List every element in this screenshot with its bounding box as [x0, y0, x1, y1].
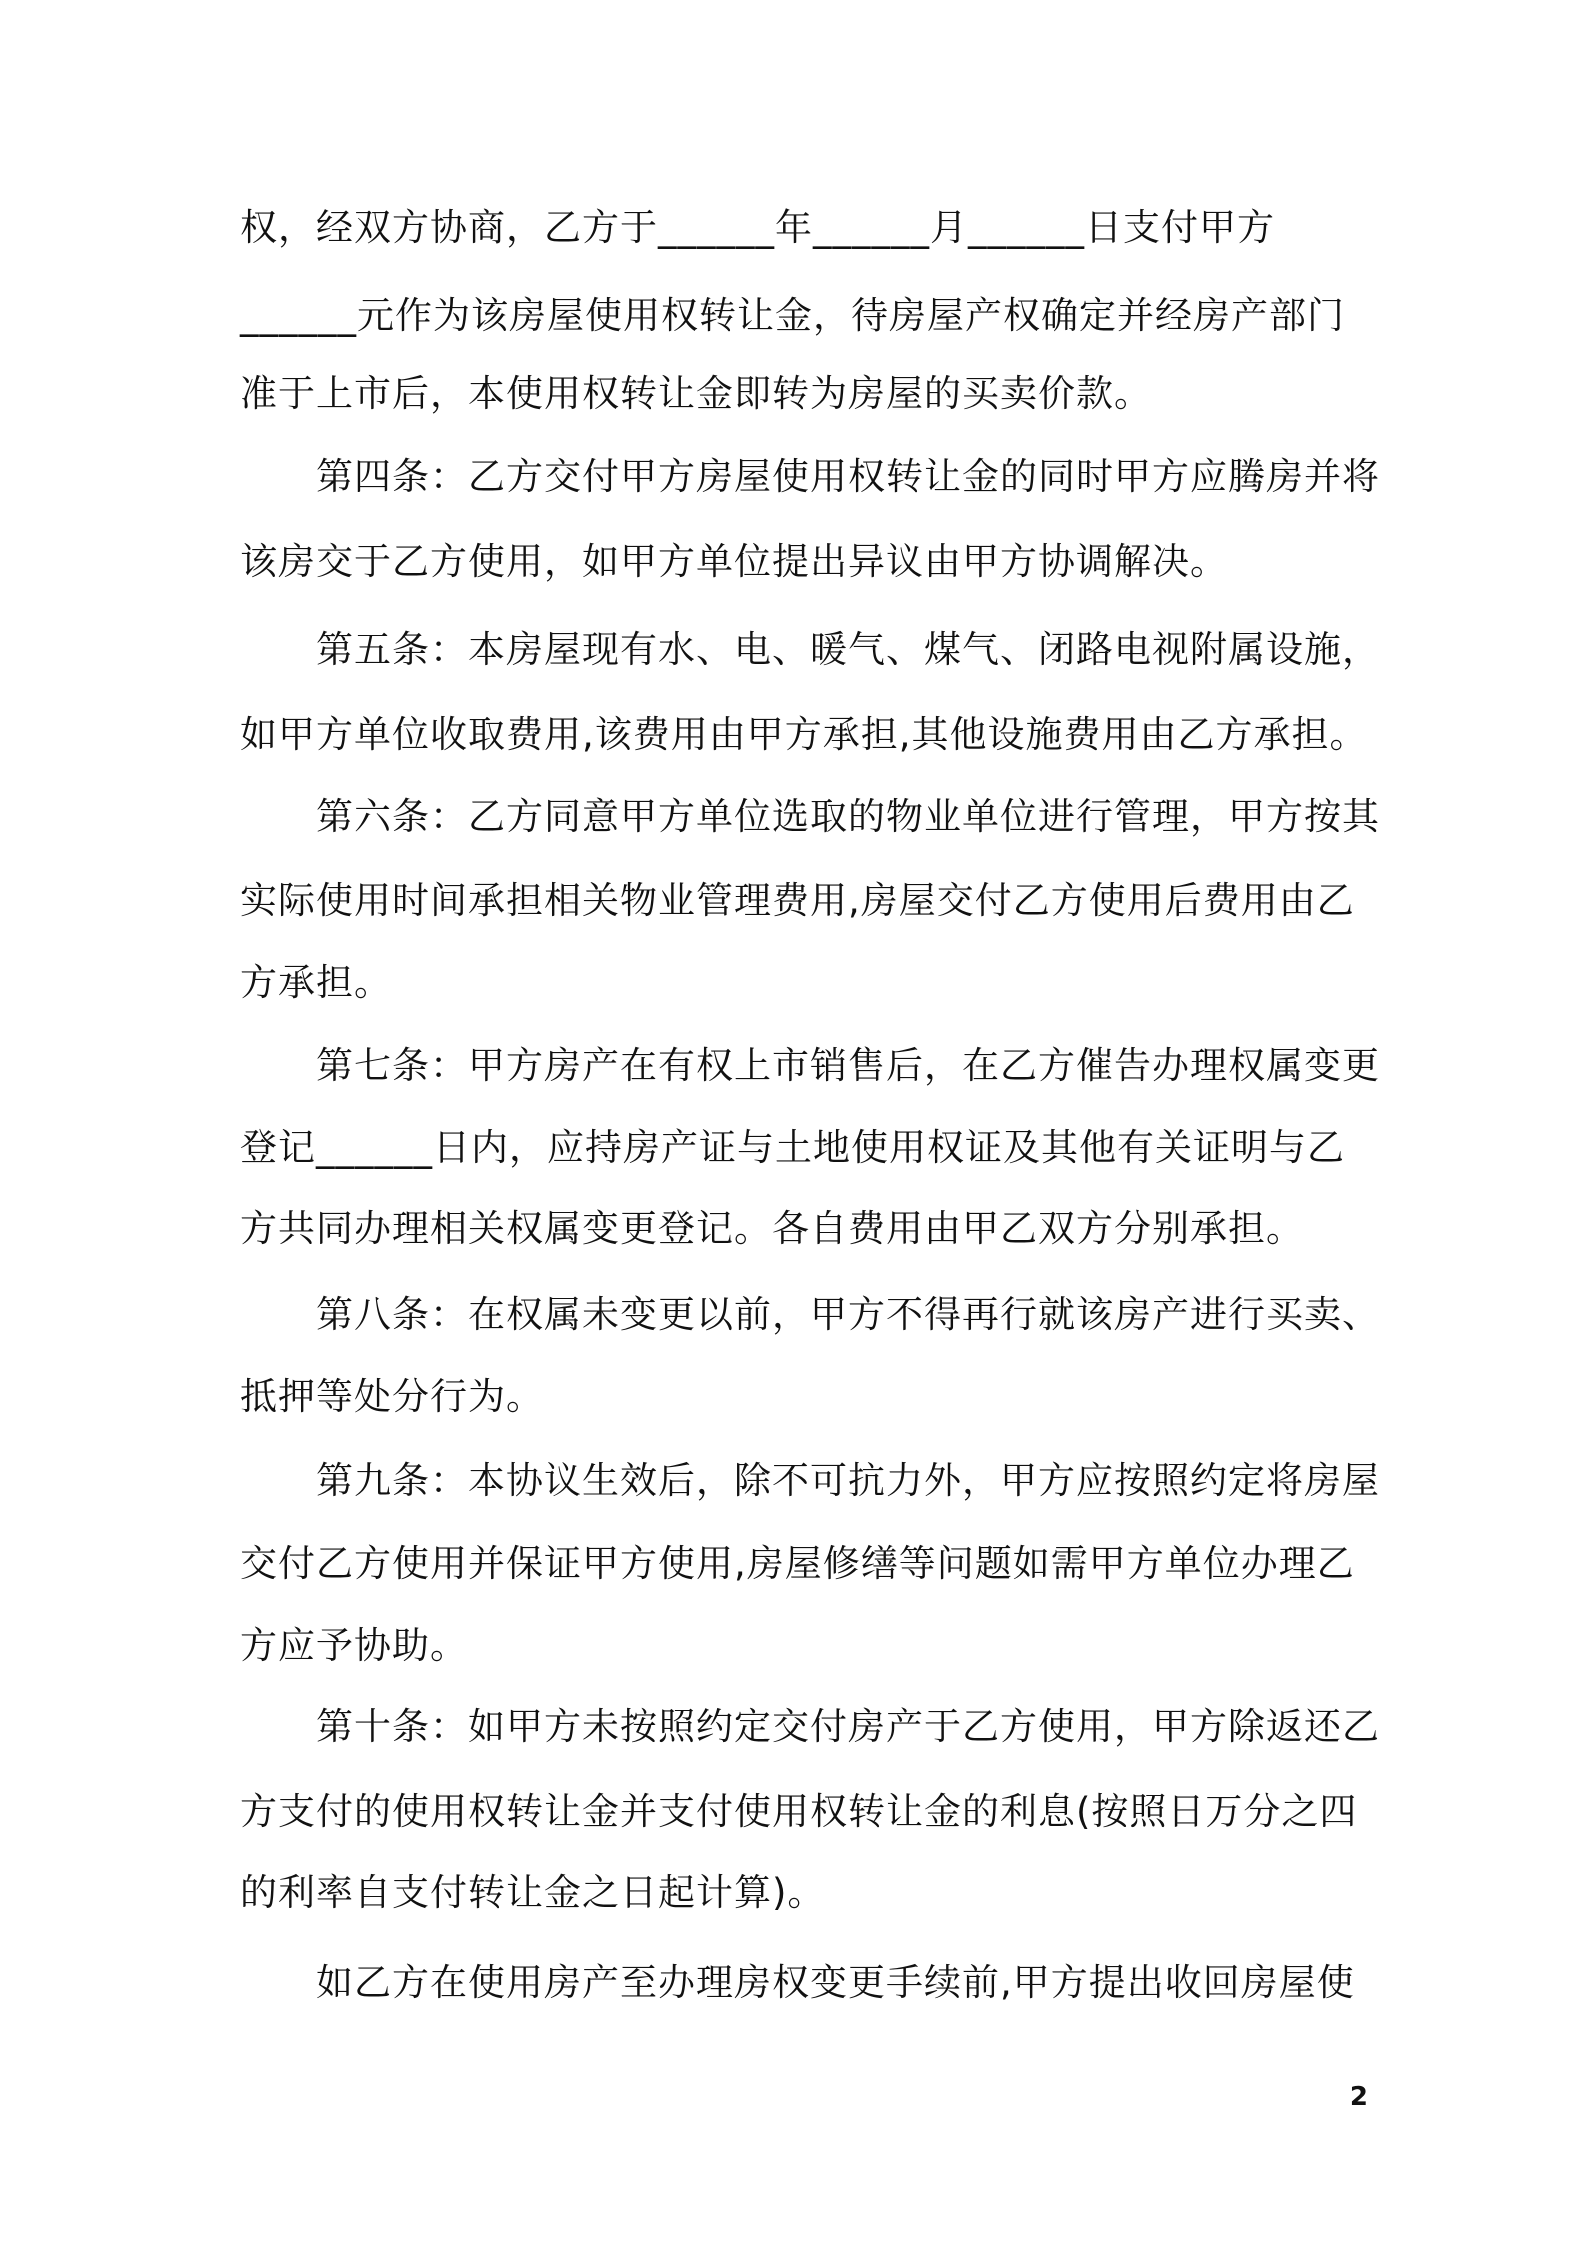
article-8-line-1: 第八条：在权属未变更以前，甲方不得再行就该房产进行买卖、: [316, 1293, 1380, 1336]
text-line: 权，经双方协商，乙方于______年______月______日支付甲方: [240, 206, 1275, 249]
text-line: 登记______日内，应持房产证与土地使用权证及其他有关证明与乙: [240, 1126, 1345, 1169]
article-7-line-1: 第七条：甲方房产在有权上市销售后，在乙方催告办理权属变更: [316, 1044, 1380, 1087]
text-line: 实际使用时间承担相关物业管理费用,房屋交付乙方使用后费用由乙: [240, 879, 1355, 922]
text-line: 准于上市后，本使用权转让金即转为房屋的买卖价款。: [240, 372, 1152, 415]
text-line: 交付乙方使用并保证甲方使用,房屋修缮等问题如需甲方单位办理乙: [240, 1542, 1355, 1585]
text-line: 的利率自支付转让金之日起计算)。: [240, 1871, 826, 1914]
text-line: 如甲方单位收取费用,该费用由甲方承担,其他设施费用由乙方承担。: [240, 713, 1368, 756]
page-number: 2: [1349, 2082, 1368, 2112]
text-line: 方应予协助。: [240, 1624, 468, 1667]
text-line: 方承担。: [240, 961, 392, 1004]
article-6-line-1: 第六条：乙方同意甲方单位选取的物业单位进行管理，甲方按其: [316, 795, 1380, 838]
article-4-line-1: 第四条：乙方交付甲方房屋使用权转让金的同时甲方应腾房并将: [316, 455, 1380, 498]
article-5-line-1: 第五条：本房屋现有水、电、暖气、煤气、闭路电视附属设施，: [316, 628, 1380, 671]
text-line: ______元作为该房屋使用权转让金，待房屋产权确定并经房产部门: [240, 294, 1345, 337]
text-line: 抵押等处分行为。: [240, 1375, 544, 1418]
article-9-line-1: 第九条：本协议生效后，除不可抗力外，甲方应按照约定将房屋: [316, 1459, 1380, 1502]
text-line: 该房交于乙方使用，如甲方单位提出异议由甲方协调解决。: [240, 540, 1228, 583]
paragraph-line-1: 如乙方在使用房产至办理房权变更手续前,甲方提出收回房屋使: [316, 1961, 1355, 2004]
article-10-line-1: 第十条：如甲方未按照约定交付房产于乙方使用，甲方除返还乙: [316, 1705, 1380, 1748]
text-line: 方共同办理相关权属变更登记。各自费用由甲乙双方分别承担。: [240, 1207, 1304, 1250]
text-line: 方支付的使用权转让金并支付使用权转让金的利息(按照日万分之四: [240, 1790, 1358, 1833]
